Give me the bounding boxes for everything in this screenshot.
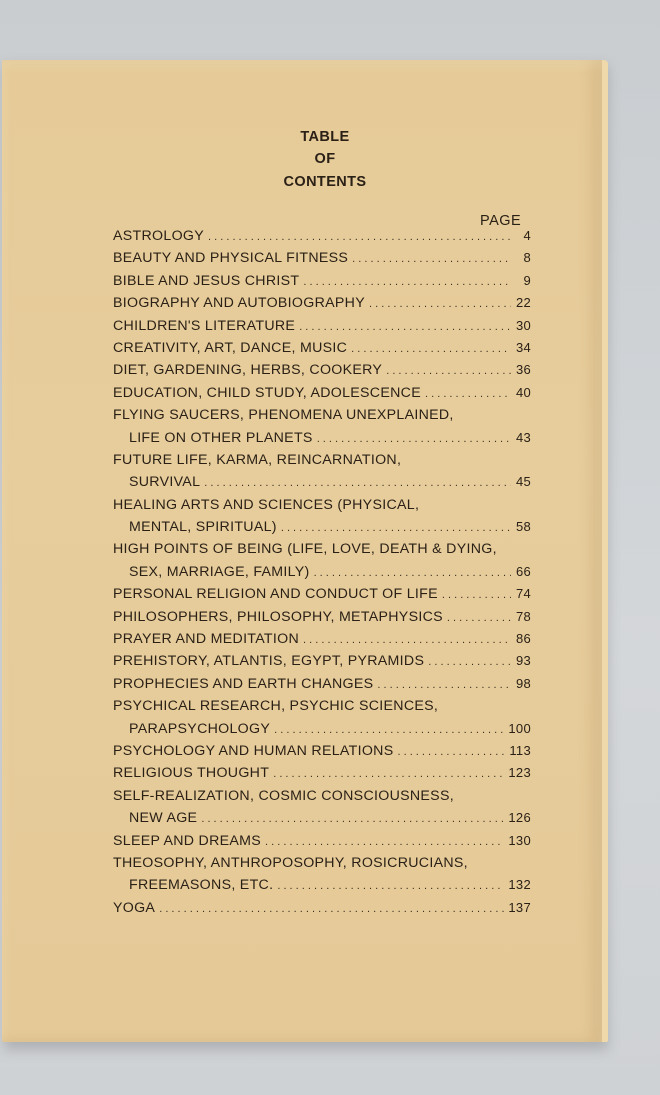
toc-entry: [113, 743, 531, 765]
toc-entry: [113, 541, 531, 563]
leader-dots: [386, 365, 511, 377]
toc-entry: [113, 676, 531, 698]
toc-entry-page: 130: [508, 832, 531, 848]
toc-entry-title: DIET, GARDENING, HERBS, COOKERY: [113, 362, 383, 379]
toc-entry-page: 66: [515, 563, 531, 579]
leader-dots: [273, 768, 504, 780]
toc-entry-title: FUTURE LIFE, KARMA, REINCARNATION,: [113, 451, 402, 468]
toc-entry: [113, 900, 531, 922]
toc-entry: [113, 385, 531, 407]
toc-entry: [113, 318, 531, 340]
toc-entry-title: HIGH POINTS OF BEING (LIFE, LOVE, DEATH & DYING,: [113, 541, 497, 558]
toc-entry: [113, 609, 531, 631]
leader-dots: [317, 433, 511, 445]
toc-entry: [113, 250, 531, 272]
leader-dots: [265, 836, 504, 848]
toc-entry: [113, 653, 531, 675]
leader-dots: [299, 321, 511, 333]
toc-entry-title: PSYCHICAL RESEARCH, PSYCHIC SCIENCES,: [113, 698, 439, 715]
toc-entry: [113, 452, 531, 474]
toc-entry-page: 98: [515, 675, 531, 691]
toc-entry-title: FLYING SAUCERS, PHENOMENA UNEXPLAINED,: [113, 407, 454, 424]
toc-entry: [113, 228, 531, 250]
toc-entry: [113, 698, 531, 720]
toc-entry-page: 137: [508, 899, 531, 915]
toc-entry: [113, 788, 531, 810]
toc-entry-continuation: [113, 430, 531, 452]
toc-entry-page: 43: [515, 429, 531, 445]
leader-dots: [274, 724, 504, 736]
leader-dots: [447, 612, 511, 624]
toc-entry-continuation: [113, 810, 531, 832]
toc-entry-title-cont: FREEMASONS, ETC.: [129, 877, 274, 894]
leader-dots: [303, 634, 511, 646]
leader-dots: [425, 388, 511, 400]
table-of-contents: [113, 228, 531, 922]
toc-entry-title: ASTROLOGY: [113, 228, 204, 244]
leader-dots: [314, 567, 511, 579]
toc-entry-title: YOGA: [113, 899, 156, 916]
leader-dots: [277, 880, 504, 892]
toc-entry-title: PREHISTORY, ATLANTIS, EGYPT, PYRAMIDS: [113, 653, 425, 670]
heading-table: TABLE: [300, 129, 350, 145]
toc-entry-continuation: [113, 519, 531, 541]
toc-entry-title: CHILDREN'S LITERATURE: [113, 317, 296, 334]
toc-entry-page: 78: [515, 608, 531, 624]
toc-entry-continuation: [113, 877, 531, 899]
toc-entry-page: 93: [515, 653, 531, 669]
toc-entry-title: BEAUTY AND PHYSICAL FITNESS: [113, 250, 349, 267]
toc-entry-continuation: [113, 721, 531, 743]
toc-entry-title-cont: SURVIVAL: [129, 474, 201, 491]
toc-entry-page: 36: [515, 362, 531, 378]
toc-entry-title: SLEEP AND DREAMS: [113, 832, 262, 849]
leader-dots: [204, 477, 511, 489]
leader-dots: [352, 253, 511, 265]
leader-dots: [303, 276, 511, 288]
toc-entry-page: 4: [523, 228, 531, 243]
toc-entry-page: 74: [515, 586, 531, 602]
leader-dots: [281, 522, 511, 534]
toc-entry-continuation: [113, 564, 531, 586]
toc-entry-title: CREATIVITY, ART, DANCE, MUSIC: [113, 339, 348, 356]
toc-entry-title: EDUCATION, CHILD STUDY, ADOLESCENCE: [113, 384, 421, 401]
toc-entry-title: PRAYER AND MEDITATION: [113, 631, 300, 648]
toc-entry-title: SELF-REALIZATION, COSMIC CONSCIOUSNESS,: [113, 787, 454, 804]
leader-dots: [377, 679, 511, 691]
leader-dots: [159, 903, 504, 915]
toc-entry-title-cont: SEX, MARRIAGE, FAMILY): [129, 563, 310, 580]
toc-entry-page: 113: [509, 742, 531, 758]
toc-entry-title: PROPHECIES AND EARTH CHANGES: [113, 675, 374, 692]
leader-dots: [351, 343, 511, 355]
toc-entry-page: 58: [515, 519, 531, 535]
toc-entry-page: 45: [515, 474, 531, 490]
toc-entry: [113, 855, 531, 877]
page-column-label: PAGE: [480, 213, 522, 229]
toc-entry-page: 34: [515, 339, 531, 355]
leader-dots: [369, 298, 511, 310]
leader-dots: [208, 231, 511, 243]
toc-entry-title-cont: LIFE ON OTHER PLANETS: [129, 429, 313, 446]
toc-entry: [113, 273, 531, 295]
toc-entry-title: RELIGIOUS THOUGHT: [113, 765, 270, 782]
toc-entry-page: 22: [515, 295, 531, 311]
toc-entry: [113, 497, 531, 519]
leader-dots: [201, 813, 504, 825]
toc-entry-title: BIBLE AND JESUS CHRIST: [113, 272, 300, 289]
toc-entry: [113, 631, 531, 653]
toc-entry-title: HEALING ARTS AND SCIENCES (PHYSICAL,: [113, 496, 420, 513]
leader-dots: [428, 656, 511, 668]
toc-entry-page: 86: [515, 631, 531, 647]
toc-entry-page: 132: [508, 877, 531, 893]
toc-entry-title: THEOSOPHY, ANTHROPOSOPHY, ROSICRUCIANS,: [113, 854, 468, 871]
toc-entry-continuation: [113, 474, 531, 496]
toc-entry-title: BIOGRAPHY AND AUTOBIOGRAPHY: [113, 295, 365, 312]
toc-entry-page: 126: [508, 810, 531, 826]
toc-entry-page: 100: [508, 720, 531, 736]
toc-entry: [113, 586, 531, 608]
toc-entry: [113, 765, 531, 787]
heading-contents: CONTENTS: [283, 174, 367, 190]
toc-entry-page: 30: [515, 317, 531, 333]
heading-of: OF: [314, 151, 336, 167]
toc-entry-page: 123: [508, 765, 531, 781]
toc-entry-page: 9: [523, 272, 531, 288]
toc-entry-page: 40: [515, 384, 531, 400]
toc-entry-title-cont: NEW AGE: [129, 810, 198, 827]
toc-entry-title: PHILOSOPHERS, PHILOSOPHY, METAPHYSICS: [113, 608, 443, 625]
toc-entry-title-cont: MENTAL, SPIRITUAL): [129, 519, 277, 536]
leader-dots: [442, 589, 511, 601]
toc-entry: [113, 362, 531, 384]
toc-entry: [113, 407, 531, 429]
toc-entry: [113, 833, 531, 855]
toc-entry-title-cont: PARAPSYCHOLOGY: [129, 720, 271, 737]
toc-entry: [113, 295, 531, 317]
toc-entry: [113, 340, 531, 362]
toc-entry-title: PSYCHOLOGY AND HUMAN RELATIONS: [113, 742, 394, 759]
toc-entry-title: PERSONAL RELIGION AND CONDUCT OF LIFE: [113, 586, 438, 603]
leader-dots: [397, 746, 505, 758]
toc-entry-page: 8: [523, 250, 531, 266]
